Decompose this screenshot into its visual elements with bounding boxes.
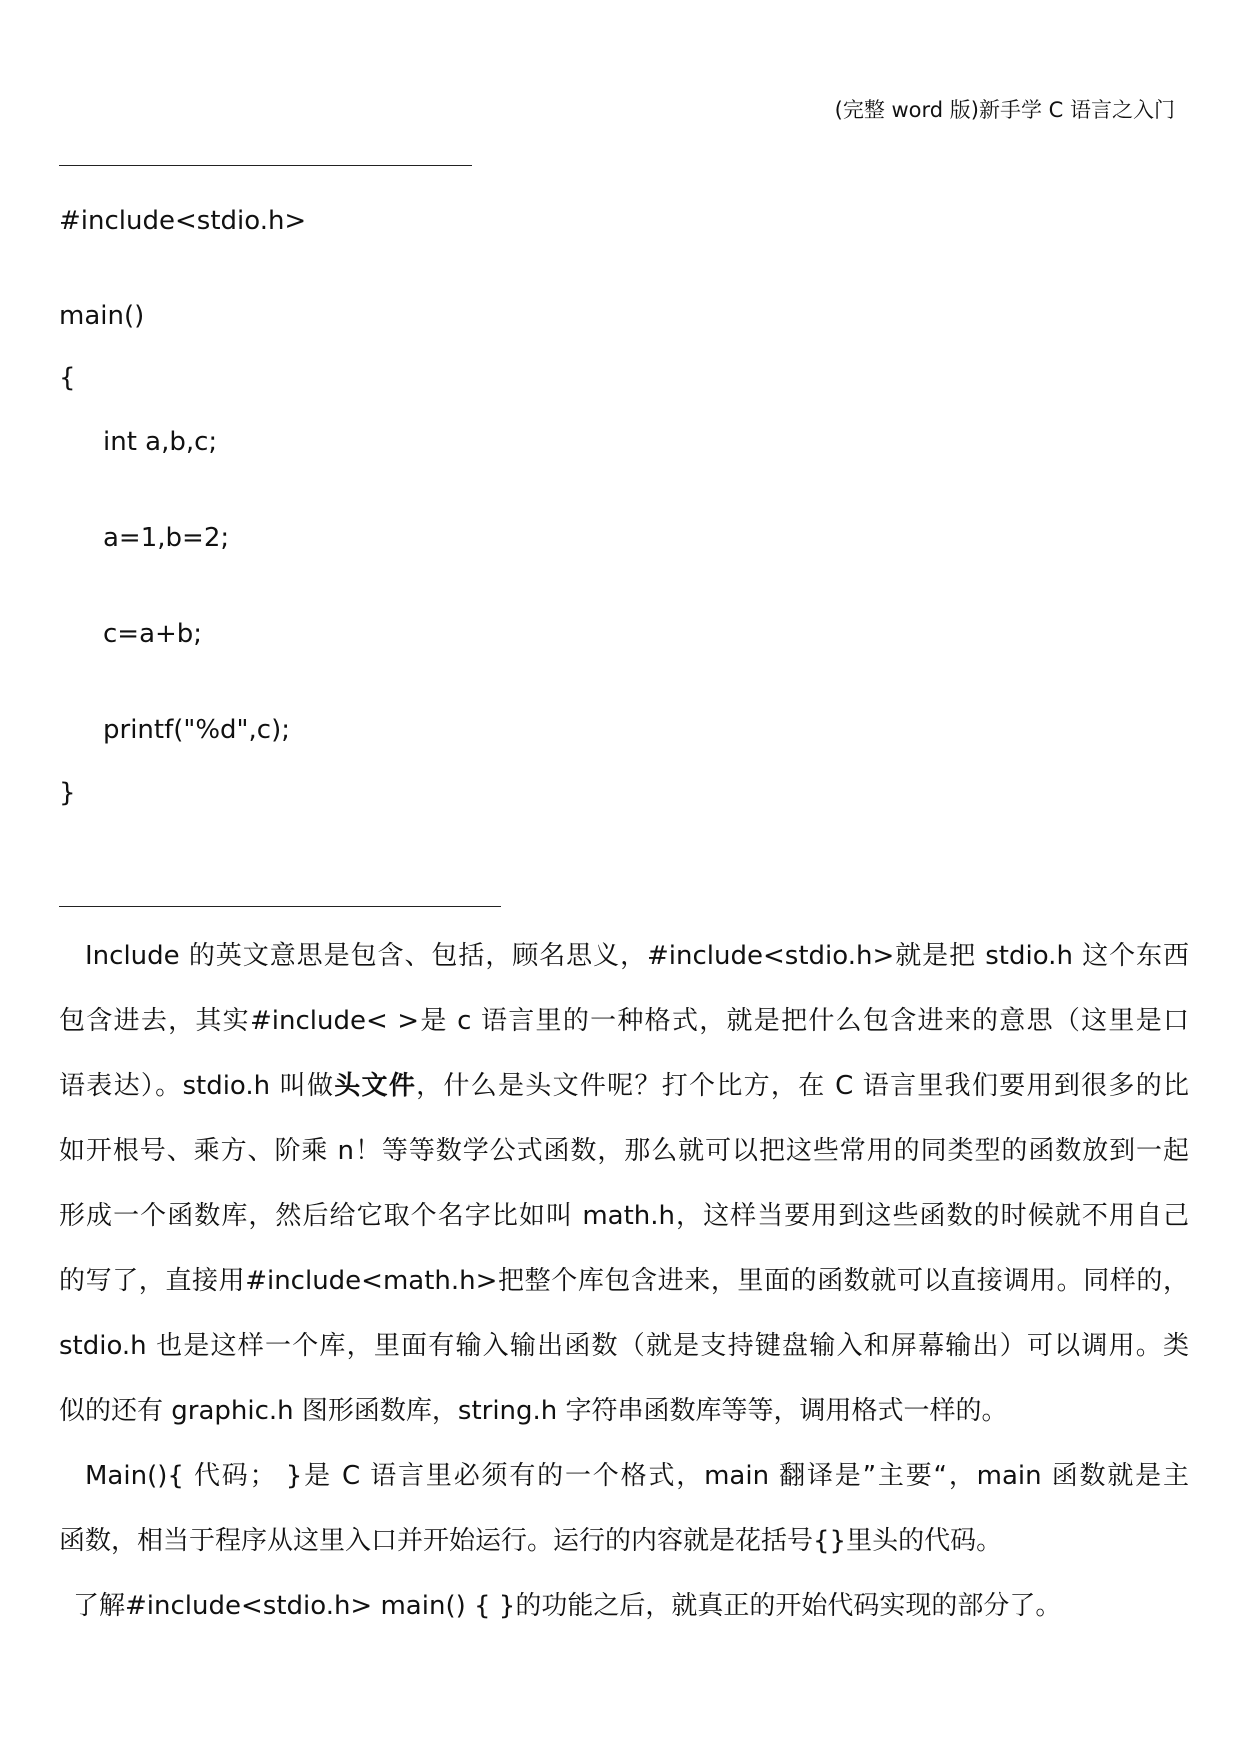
code-sum: c=a+b; <box>103 619 203 649</box>
paragraph-line: 函数，相当于程序从这里入口并开始运行。运行的内容就是花括号{}里头的代码。 <box>59 1526 1003 1556</box>
paragraph-line: 了解#include<stdio.h> main() { }的功能之后，就真正的开始代码实现的部分了。 <box>73 1591 1062 1621</box>
paragraph-line: 的写了，直接用#include<math.h>把整个库包含进来，里面的函数就可以直接调用。同样的， <box>59 1266 1189 1296</box>
top-divider <box>59 165 472 166</box>
code-assignment: a=1,b=2; <box>103 523 230 553</box>
paragraph-line: stdio.h 也是这样一个库，里面有输入输出函数（就是支持键盘输入和屏幕输出）可以调用。类 <box>59 1331 1189 1361</box>
paragraph-line: 似的还有 graphic.h 图形函数库，string.h 字符串函数库等等，调用格式一样的。 <box>59 1396 1008 1426</box>
code-open-brace: { <box>59 363 76 393</box>
paragraph-line: 如开根号、乘方、阶乘 n！等等数学公式函数，那么就可以把这些常用的同类型的函数放到一起 <box>59 1136 1189 1166</box>
paragraph-text: ，什么是头文件呢？打个比方，在 C 语言里我们要用到很多的比 <box>416 1071 1189 1101</box>
paragraph-line: Include 的英文意思是包含、包括，顾名思义，#include<stdio.h>就是把 stdio.h 这个东西 <box>85 941 1189 971</box>
bottom-divider <box>59 906 501 907</box>
paragraph-line: 包含进去，其实#include< >是 c 语言里的一种格式，就是把什么包含进来的意思（这里是口 <box>59 1006 1189 1036</box>
paragraph-line <box>59 1054 1189 1119</box>
code-printf: printf("%d",c); <box>103 715 290 745</box>
paragraph-text: 语表达）。stdio.h 叫做 <box>59 1071 335 1101</box>
code-close-brace: } <box>59 778 76 808</box>
paragraph-include <box>59 924 1189 1444</box>
code-main: main() <box>59 301 145 331</box>
paragraph-line: 形成一个函数库，然后给它取个名字比如叫 math.h，这样当要用到这些函数的时候就不用自己 <box>59 1201 1189 1231</box>
paragraph-summary <box>59 1574 1189 1639</box>
page-header: (完整 word 版)新手学 C 语言之入门 <box>834 98 1175 122</box>
paragraph-line: Main(){ 代码； }是 C 语言里必须有的一个格式，main 翻译是”主要“，main 函数就是主 <box>85 1461 1189 1491</box>
code-include: #include<stdio.h> <box>59 206 307 236</box>
code-declaration: int a,b,c; <box>103 427 218 457</box>
bold-term-header-file: 头文件 <box>334 1071 417 1101</box>
paragraph-main <box>59 1444 1189 1574</box>
